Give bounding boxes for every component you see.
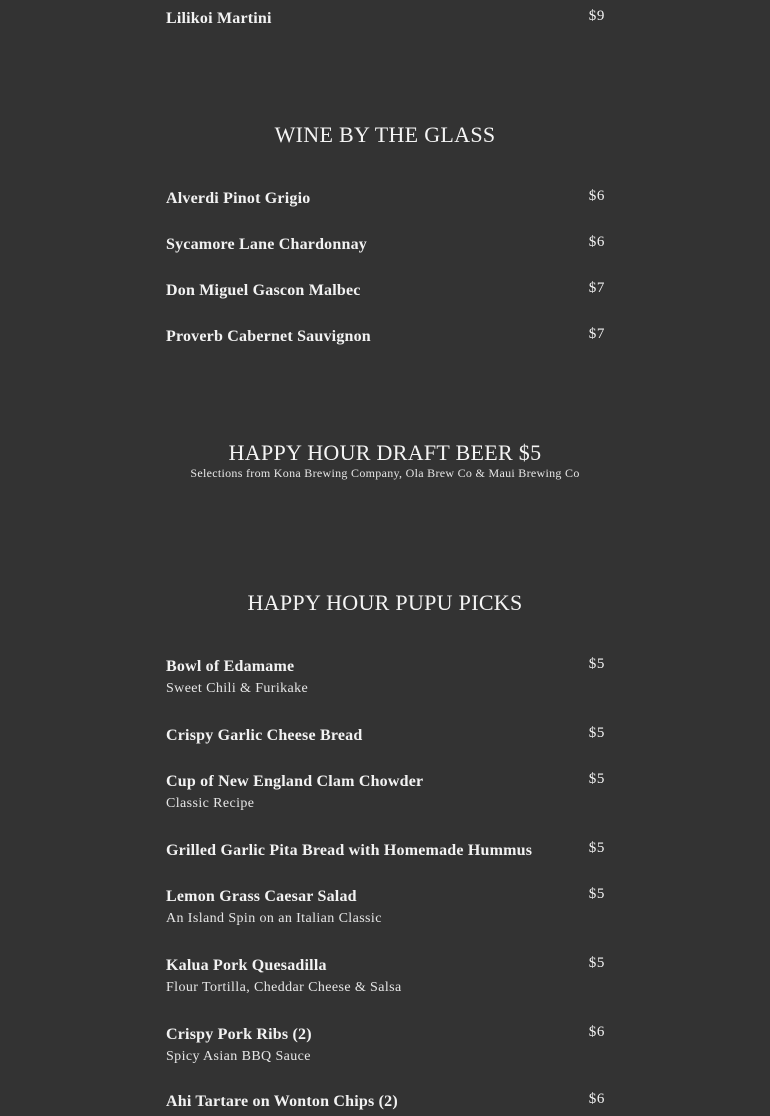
item-name: Bowl of Edamame — [166, 658, 295, 675]
menu-item — [166, 9, 605, 33]
menu-item — [166, 281, 605, 305]
menu-item — [166, 841, 605, 865]
section-subtitle-beer: Selections from Kona Brewing Company, Ola Brew Co & Maui Brewing Co — [190, 466, 580, 480]
item-price: $5 — [588, 840, 605, 856]
menu-item — [166, 726, 605, 750]
item-price: $6 — [588, 234, 605, 250]
item-price: $5 — [588, 656, 605, 672]
item-name: Grilled Garlic Pita Bread with Homemade Hummus — [166, 842, 533, 859]
item-description: Sweet Chili & Furikake — [166, 681, 309, 696]
item-price: $5 — [588, 955, 605, 971]
item-name: Ahi Tartare on Wonton Chips (2) — [166, 1093, 398, 1110]
item-name: Proverb Cabernet Sauvignon — [166, 328, 371, 345]
item-name: Cup of New England Clam Chowder — [166, 773, 424, 790]
menu-item — [166, 657, 605, 699]
item-price: $7 — [588, 326, 605, 342]
item-description: An Island Spin on an Italian Classic — [166, 911, 382, 926]
menu-item — [166, 235, 605, 259]
menu-item — [166, 956, 605, 998]
item-name: Alverdi Pinot Grigio — [166, 190, 311, 207]
item-name: Lilikoi Martini — [166, 10, 272, 27]
item-name: Kalua Pork Quesadilla — [166, 957, 327, 974]
item-price: $5 — [588, 771, 605, 787]
item-name: Crispy Garlic Cheese Bread — [166, 727, 363, 744]
item-price: $5 — [588, 725, 605, 741]
section-title-wine: WINE BY THE GLASS — [274, 122, 496, 147]
item-price: $5 — [588, 886, 605, 902]
section-title-pupu: HAPPY HOUR PUPU PICKS — [247, 590, 523, 615]
item-price: $7 — [588, 280, 605, 296]
item-name: Lemon Grass Caesar Salad — [166, 888, 357, 905]
item-price: $6 — [588, 1024, 605, 1040]
item-name: Don Miguel Gascon Malbec — [166, 282, 361, 299]
item-description: Classic Recipe — [166, 796, 255, 811]
menu-item — [166, 189, 605, 213]
menu-item — [166, 327, 605, 351]
item-price: $9 — [588, 8, 605, 24]
item-price: $6 — [588, 188, 605, 204]
item-name: Crispy Pork Ribs (2) — [166, 1026, 312, 1043]
menu-item — [166, 772, 605, 814]
item-description: Spicy Asian BBQ Sauce — [166, 1049, 311, 1064]
menu-item — [166, 1025, 605, 1067]
item-description: Flour Tortilla, Cheddar Cheese & Salsa — [166, 980, 402, 995]
menu-item — [166, 887, 605, 929]
item-name: Sycamore Lane Chardonnay — [166, 236, 367, 253]
section-title-beer: HAPPY HOUR DRAFT BEER $5 — [228, 440, 542, 465]
menu-item — [166, 1092, 605, 1116]
item-price: $6 — [588, 1091, 605, 1107]
